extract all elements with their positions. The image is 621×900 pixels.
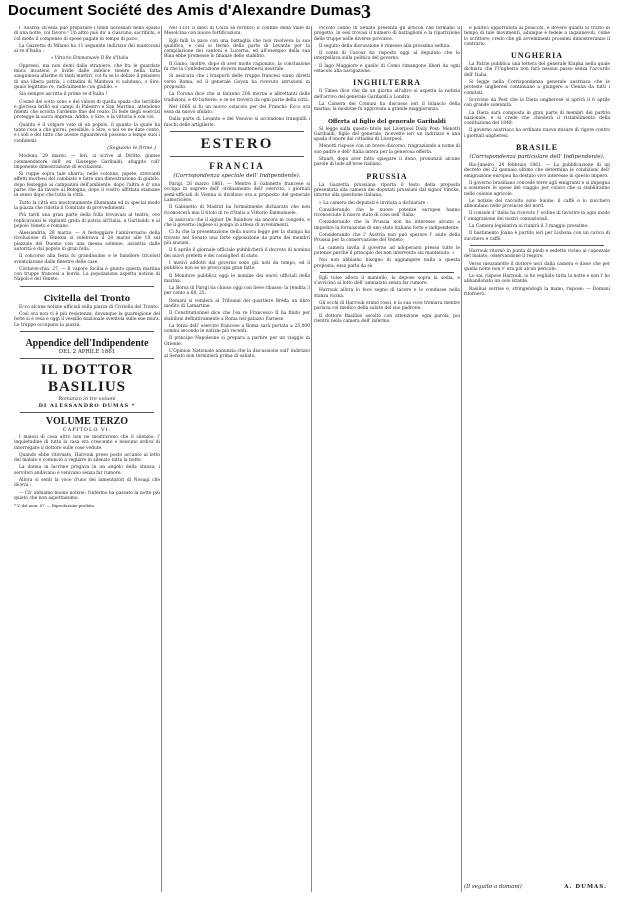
- paragraph: Considerando che le nuove potenze europee hanno riconosciuto il nuovo stato di cose nell' Italia;: [314, 207, 460, 219]
- divider: [20, 286, 154, 287]
- column-rule: [161, 26, 162, 892]
- paragraph: Rio-Janeiro, 24 febbraio 1861. — La pubblicazione di un decreto del 22 gennaio ultimo che determina le condizioni dell' emigrazione europea ha destato vivo interesse in questo impero.: [464, 163, 610, 179]
- paragraph: Considerando che la Prussia non ha interesse alcuno a impedire la formazione di uno stato italiano forte e indipendente;: [314, 220, 460, 231]
- paragraph: Il dottore Basilius ascoltò con attenzione ogni parola, poi rientrò nella camera dell' infermo.: [314, 313, 460, 324]
- paragraph: Il governo brasiliano concede terre agli emigranti e si impegna a sostenere le spese del viaggio per coloro che si stabiliranno nelle colonie agricole.: [464, 180, 610, 197]
- section-subtitle: (Corrispondenza speciale dell' Indipendente).: [173, 173, 301, 180]
- paragraph: Harrouk ritornò in punta di piedi e sedette vicino al capezzale del malato, osservandone il respiro.: [464, 248, 610, 260]
- paragraph: La Gazzetta prussiana riporta il testo della proposta presentata alla camera dei deputati prussiani dal signor Vincke, intorno alla questione italiana.: [314, 182, 460, 199]
- paragraph: Scrivono da Pest che la Dieta ungherese si aprirà il 6 aprile con grande solennità.: [464, 97, 610, 109]
- paragraph: Lo sai, rispose Harrouk, io ho vegliato tutta la notte e non l' ho abbandonato un solo istante.: [464, 274, 610, 285]
- newspaper-page: [14, 26, 611, 892]
- paragraph: Il concorso alla festa fu grandissimo e le bandiere tricolori sventolavano dalle finestre delle case.: [14, 254, 160, 265]
- column-1: [14, 26, 160, 892]
- paragraph: « Vittorio Emmanuele II Re d'Italia: [50, 56, 129, 62]
- paragraph: Il Gaino, inoltre, dopo di aver molto ragionato, la conclusione fu che la Confederazione doveva mantenersi neutrale.: [164, 61, 310, 73]
- paragraph: Domani si venderà al Tribunal del quartiere Bréda un libro inedito di Lamartine.: [164, 298, 310, 309]
- paragraph: L'Opinion Nationale annunzia che la discussione sull' indirizzo al Senato non terminerà prima di sabato.: [164, 349, 310, 360]
- section-title-prussia: PRUSSIA: [366, 171, 408, 181]
- section-subtitle: (Corrispondenza particolare dell' Indipendente).: [469, 154, 605, 161]
- appendix-date: DEL 2 APRILE 1861: [58, 348, 116, 355]
- section-title-francia: FRANCIA: [209, 161, 265, 172]
- signature-note: (Seguono le firme.): [107, 144, 156, 151]
- appendix-heading: Appendice dell'Indipendente: [25, 337, 149, 349]
- divider: [20, 358, 154, 359]
- paragraph: Si legge sulla questo titolo nel Liverpool Daily Post: Menotti Garibaldi, figlio del generale, ricevette ieri un indirizzo e una spada d'onore dai cittadini di Liverpool.: [314, 126, 460, 143]
- section-title-inghilterra: INGHILTERRA: [352, 78, 422, 88]
- paragraph: La Camera legislativa si riunirà il 3 maggio prossimo.: [469, 224, 589, 230]
- archive-banner-text: Document Société des Amis d'Alexandre Dumas: [8, 2, 362, 19]
- paragraph: Nel 1666 si fu un nuovo ostacolo per dei Franchi: Ecco ora essa da nuovo sfidato.: [164, 104, 310, 116]
- paragraph: Parigi, 26 marzo 1861. — Mentre il Gabinetto francese si occupa in segreto dell' ordinamento dell' esercito, i giornali semi-ufficiali di Vienna si dividono ora a proposito del generale Lamoricière.: [164, 182, 310, 203]
- paragraph: I malosi di cosa altro non ne mostrarono che il silenzio; l' inquietudine di tutta la casa era crescente e nessuno ardiva di interrogare il dottore sulle cose vedute.: [14, 434, 160, 451]
- paragraph: Civitavecchia, 27. — Il vapore Sicilia è giunto questa mattina con truppe francesi a bordo. La popolazione aspetta notizie di Napoli e del Veneto.: [14, 266, 160, 283]
- paragraph: « La camera dei deputati è invitata a dichiarare :: [319, 200, 429, 206]
- paragraph: Il principe Napoleone si prepara a partire per un viaggio in Oriente.: [164, 336, 310, 347]
- paragraph: Dalla parte di Levante e del Vesuvio si accendono tranquilli i fuochi delle artiglierie.: [164, 117, 310, 128]
- continued-note: (Il seguito a domani): [464, 884, 522, 890]
- paragraph: Si ruppe sopra tale sbarra; nelle colonne, pipete, strevanti affetti morbosi del cambiato e fatte una dimostrazione di giubilo, dopo festeggiò ai campanini dell'ambiente, dopo l'altra e d' una parte che dà favore al Bologna, dopo il vostro affittata stamane in senso dopo che tutta la città.: [14, 172, 160, 199]
- paragraph: Il Constitutionnel dice che l'ex re Francesco II ha finito per stabilirsi definitivamente a Roma nel palazzo Farnese.: [164, 311, 310, 322]
- paragraph: Ecco alcune notizie ufficiali sulla piazza di Civitella del Tronto.: [19, 304, 159, 310]
- paragraph: Il Monitore pubblica oggi le nomine dei nuovi ufficiali della marina.: [164, 273, 310, 284]
- divider: [20, 412, 154, 413]
- novel-subtitle: Romanzo in tre volumi: [58, 395, 116, 402]
- paragraph: Ci fu che la presentazione della nuova legge per la stampa ha trovato nel Senato una forte opposizione da parte dei membri più anziani.: [164, 230, 310, 247]
- divider: [170, 131, 304, 132]
- paragraph: La Corona dice che si faranno 200 mortai e altrettanti delle tradizioni, e 40 batterie, e se ne troverà da ogni parte della città.: [164, 92, 310, 103]
- paragraph: Egli tolse allora il mantello, lo depose sopra la sedia, e s'avvicinò al letto dell' ammalato senza far rumore.: [314, 275, 460, 287]
- paragraph: Stuart, dopo aver fatto spiegare il dono, pronunziò alcune parole di lode all'eroe italiano.: [314, 157, 460, 168]
- paragraph: Gli occhi di Harrouk erano rossi, e la sua voce tremava mentre parlava col medico della salute del suo padrone.: [314, 300, 460, 312]
- paragraph: Egli fallì la pace con una battaglia che non risolveva la sua qualifica, e così si fermò della parte di Levante per la compilazione dei cantoni e Lucerna, ed all'esempio della sua Bina ebbe promesse lo finanze dello stabilito.: [164, 38, 310, 60]
- paragraph: Il 6 aprile il giornale ufficiale pubblicherà il decreto di nomina dei nuovi prefetti e dei consiglieri di stato.: [164, 248, 310, 259]
- paragraph: Si legge nella Corrispondenza generale austriaca che le proteste ungheresi continuano a giungere a Vienna da tutti i comitati.: [464, 80, 610, 96]
- column-4: [464, 26, 610, 892]
- section-title-civitella: Civitella del Tronto: [43, 292, 131, 303]
- section-title-brasile: BRASILE: [515, 143, 559, 153]
- archive-banner: [0, 0, 621, 22]
- paragraph: Il lago Maggiore e quello di Como rimangono liberi da ogni ostacolo alla navigazione.: [314, 63, 460, 75]
- paragraph: Piccolo cenno in Senato presenta gli articoli che formano il progetto, in essi trovasi il numero di battaglioni e la ripartizione delle truppe nelle diverse province.: [314, 26, 460, 42]
- paragraph: Considerando che l' Austria non può sperare l' aiuto della Prussia per la conservazione del Veneto;: [314, 233, 460, 244]
- paragraph: La Patrie pubblica una lettera del generale Klapka nella quale dichiara che l'Ungheria non farà nessun passo senza l'accordo dell' Italia.: [464, 62, 610, 78]
- divider: [320, 272, 454, 273]
- page-number: 3: [361, 1, 371, 23]
- paragraph: La Gazzetta di Milano ha 11 seguente indirizzo dei mantovani al re d'Italia :: [14, 43, 160, 55]
- paragraph: Quando ebbe ritornato, Harrouk prese posto accanto al letto del malato e cominciò a vegliare in silenzio tutta la notte.: [14, 452, 160, 464]
- section-title-ungheria: UNGHERIA: [510, 51, 563, 61]
- paragraph: La forza dell' esercito francese a Roma sarà portata a 25,000 uomini secondo le notizie più recenti.: [164, 323, 310, 335]
- paragraph: Il conte di Cavour ha risposto oggi al deputato che lo interpellava sulla politica del governo.: [314, 51, 460, 62]
- paragraph: Quanto è il volgare voto di un popolo, il quanto la quale ha tante cose a che giorni, possibile, o Sire, e noi ve ne date conto, e i soli e del tutto che aveste riguardevoli possono a tempo suoi i confidenti.: [14, 122, 160, 144]
- paragraph: e politici opportunità al polacchi, e dovere quanti Si trattò in tempo di tale movimenti, adunque è fedele a ingannevoli, come lo scrittore; credo che gli avvenimenti prossimi dimostreranno il contrario.: [464, 26, 610, 47]
- paragraph: Noi non abbiamo bisogno di aggiungere nulla a questa proposta; essa parla da sè.: [314, 258, 460, 269]
- novel-author: DI ALESSANDRO DUMAS *: [38, 402, 136, 409]
- section-title-estero: ESTERO: [200, 136, 274, 153]
- footnote: * V. dal num. 67. — Riproduzione proibita.: [14, 503, 96, 509]
- paragraph: Alessandria, 28 marzo. — A festeggiare l'anniversario della rivoluzione di Venezia si celebrava il 28 marzo alle 10 sul piazzale del Duomo con una messa solenne, assistita dalle autorità e dal popolo in gran folla.: [14, 231, 160, 252]
- paragraph: Oppressi, ma non domi dalla straniero, che fra le guardate mura incatenò e livide dalle infelice tenere nella fatta sanguinosa allarme di tanti martiri, coi fu se lo delizie il pensiero di una libera patria, i cittadini di Mantova vi salutano, o Sire, qualo legittimo re, radicalmente con giubilo. »: [14, 63, 160, 90]
- paragraph: Più tardi una gran parte della folla trovavasi al teatro, ove replicavansi le vigilanti grida di patria all'Italia, a Garibaldi, e al popolo Veneto e romano.: [14, 213, 160, 229]
- paragraph: Così ora non vi è più resistenza, dovunque la guarnigione del forte si è resa e oggi il vessillo nazionale sventola sulle sue mura. Le truppe occupano la piazza.: [14, 312, 160, 328]
- column-rule: [461, 26, 462, 892]
- paragraph: Cosmé del sotto sono e del valore di quella spada che terribile e gloriosa brillò sui campi di Palestro e San Martino, attendono fidenti che scrolta l'ardente fine del reato. Di fede degli esercizi protegge la sacra impresa. Addio, o Sire, e la vittoria è con voi.: [14, 99, 160, 121]
- divider: [470, 245, 604, 246]
- paragraph: Sia sempre ascritta il prime re d'Italia !: [19, 92, 108, 98]
- novel-title: IL DOTTOR BASILIUS: [40, 361, 134, 395]
- paragraph: La Dieta sarà composta in gran parte di membri del partito nazionale, e si crede che chiederà il ristabilimento della costituzione del 1848.: [464, 110, 610, 127]
- paragraph: Allora si sentì la voce d'uno dei lamentatori di Nosugi che diceva :: [14, 478, 160, 489]
- paragraph: La camera invita il governo ad adoperarsi presso tutte le potenze perchè il principio del non intervento sia mantenuto. »: [314, 245, 460, 256]
- section-title-garibaldi: Offerta al figlio del generale Garibaldi: [328, 118, 446, 125]
- column-3: [314, 26, 460, 892]
- column-rule: [311, 26, 312, 892]
- paragraph: La Borsa di Parigi ha chiuso oggi con lieve ribasso; la rendita 3 per cento a 68, 25.: [164, 286, 310, 297]
- paragraph: Il Times dice che da un giorno all'altro si aspetta la notizia dell'arrivo del generale Garibaldi a Londra.: [314, 89, 460, 100]
- paragraph: l' Austria ch'essa può preparare i fondi necessari nello spazio di una notte, col favore ! Un altro può da' a ciascuno, sacrifichi, e col modo il compenso di spese pagate in tempo di pace.: [14, 26, 160, 42]
- paragraph: La Camera dei Comuni ha discusso ieri il bilancio della marina; la mozione fu approvata a grande maggioranza.: [314, 101, 460, 113]
- paragraph: Verso mezzanotte il dottore uscì dalla camera e disse che per quella notte non v' era più alcun pericolo.: [464, 261, 610, 272]
- volume-heading: VOLUME TERZO: [45, 415, 129, 427]
- paragraph: Basilius sorrise e, stringendogli la mano, rispose: — Domani ritornerò.: [464, 286, 610, 297]
- paragraph: Modena, 29 marzo. — Ieri, si scrive al Diritto, giunse commendatore dell' ex Giuseppe Garibaldi, sfuggito coll' imponente dimostrazione di eccitazioni.: [14, 154, 160, 170]
- paragraph: Il governo austriaco ha ordinato nuove misure di rigore contro i giornali ungheresi.: [464, 128, 610, 139]
- paragraph: Si assicura che il signor De Rainbow sia ancora in congedo, e che il governo inglese si ponga in attesa di avvenimenti.: [164, 217, 310, 229]
- chapter-heading: CAPITOLO VI.: [62, 426, 112, 433]
- paragraph: Il console d' Italia ha ricevuto l' ordine di favorire in ogni modo l' emigrazione dei nostri connazionali.: [464, 211, 610, 222]
- paragraph: Tutto la città era mostratamente illuminata ed in special modo la piazza che ridotta il Comitato di provvedimenti.: [14, 200, 160, 211]
- paragraph: Il bastimento Joana è partito ieri per Lisbona con un carico di zucchero e caffè.: [464, 231, 610, 242]
- paragraph: Menotti rispose con un breve discorso, ringraziando a nome di suo padre e dell' Italia intera per la generosa offerta.: [314, 144, 460, 155]
- paragraph: Le notizie del raccolto sono buone; il caffè e lo zucchero abbondano nelle provincie del nord.: [464, 198, 610, 210]
- paragraph: La donna in lacrime pregava in un angolo della stanza; i servitori andavano e venivano senza far rumore.: [14, 465, 160, 476]
- divider: [20, 331, 154, 332]
- column-2: [164, 26, 310, 892]
- paragraph: I motivi addotti dal governo sono già noti da tempo, ed il pubblico non se ne preoccupa gran fatto.: [164, 260, 310, 272]
- paragraph: Harrouk allora lo fece segno di tacere e lo condusse nella stanza vicina.: [314, 288, 460, 299]
- author-signature: A. DUMAS.: [564, 884, 607, 890]
- paragraph: Nel 1331 il dieci di Coira se fortificò il confine della Valle di Mesolcina con nuove fortificazioni.: [164, 26, 310, 37]
- paragraph: Il seguito della discussione è rimesso alla prossima seduta.: [319, 43, 451, 49]
- paragraph: — Ch' abbiamo buone notizie: l'infermo ha passato la notte più quieto che non aspettassimo.: [14, 490, 160, 501]
- paragraph: Si assicura che i trasporti delle truppe francesi siano diretti verso Roma, ed il generale Goyon ha ricevuto istruzioni in proposito.: [164, 74, 310, 90]
- divider: [170, 156, 304, 157]
- paragraph: Il Gabinetto di Madrid ha formalmente dichiarato che non riconoscerà mai il titolo di re d'Italia a Vittorio Emmanuele.: [164, 205, 310, 216]
